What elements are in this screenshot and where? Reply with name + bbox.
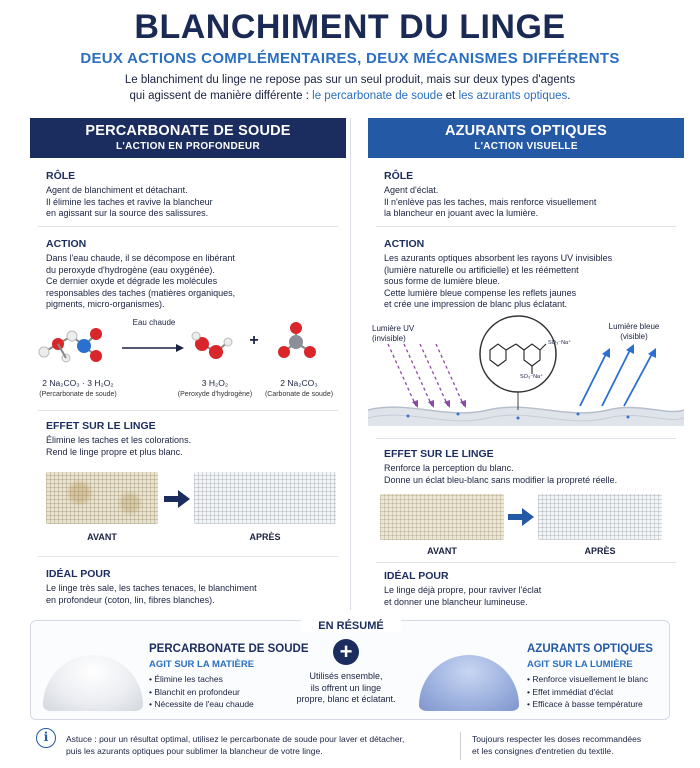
molecule-group-label-2: SO₃⁻Na⁺ [520, 374, 544, 380]
right-action-text: Les azurants optiques absorbent les rayons UV invisibles (lumière naturelle ou artificielle) et les réémettent sous forme de lumière bleue. Cette lumière bleue compense les reflets jaunes et crée une impression de blanc plus éclatant. [384, 253, 613, 309]
right-ideal-section [384, 570, 674, 608]
left-separator-3 [38, 556, 338, 557]
fabric-after-image [538, 494, 662, 540]
right-separator-1 [376, 226, 676, 227]
right-after-label: APRÈS [584, 546, 616, 556]
blue-powder-pile-image [419, 655, 519, 711]
reaction-plus: + [249, 332, 259, 349]
left-action-section [46, 238, 336, 311]
summary-box [30, 620, 670, 720]
left-after-label: APRÈS [249, 532, 281, 542]
fabric-before-image [46, 472, 158, 524]
left-ideal-title: IDÉAL POUR [46, 568, 111, 580]
right-action-section [384, 238, 674, 311]
carbonate-caption: (Carbonate de soude) [264, 391, 334, 398]
summary-right-list [527, 673, 648, 711]
percarbonate-header [30, 118, 346, 158]
summary-right-subtitle: AGIT SUR LA LUMIÈRE [527, 659, 633, 670]
left-action-text: Dans l'eau chaude, il se décompose en libérant du peroxyde d'hydrogène (eau oxygénée). Ce dernier oxyde et dégrade les molécules responsables des taches (matières organiques, pigments, micro-organismes). [46, 253, 236, 309]
percarbonate-molecule-icon [39, 328, 102, 362]
right-effect-text: Renforce la perception du blanc. Donne un éclat bleu-blanc sans modifier la propreté réelle. [384, 463, 618, 485]
left-ideal-section [46, 568, 336, 606]
left-action-title: ACTION [46, 238, 87, 250]
summary-right-title: AZURANTS OPTIQUES [527, 643, 653, 655]
peroxide-caption: (Peroxyde d'hydrogène) [177, 391, 253, 398]
left-effect-title: EFFET SUR LE LINGE [46, 420, 156, 432]
list-item: • Blanchit en profondeur [149, 686, 254, 699]
summary-left-list [149, 673, 254, 711]
azurants-subtitle: L'ACTION VISUELLE [474, 141, 578, 152]
plus-icon: + [333, 639, 359, 665]
percarbonate-caption: (Percarbonate de soude) [39, 391, 117, 398]
percarbonate-column [30, 118, 346, 610]
right-ideal-text: Le linge déjà propre, pour raviver l'éclat et donner une blancheur lumineuse. [384, 585, 542, 607]
blue-light-rays [580, 350, 652, 406]
list-item: • Nécessite de l'eau chaude [149, 698, 254, 711]
footer-separator [460, 732, 461, 760]
intro-and: et [442, 90, 459, 102]
left-ideal-text: Le linge très sale, les taches tenaces, le blanchiment en profondeur (coton, lin, fibres blanches). [46, 583, 257, 605]
reaction-diagram [30, 314, 346, 376]
page-title: BLANCHIMENT DU LINGE [134, 8, 566, 46]
intro-highlight-percarbonate: le percarbonate de soude [312, 90, 443, 102]
uv-light-label: Lumière UV (invisible) [372, 324, 415, 343]
right-action-title: ACTION [384, 238, 425, 250]
carbonate-formula: 2 Na₂CO₃ [280, 378, 318, 388]
left-role-text: Agent de blanchiment et détachant. Il élimine les taches et ravive la blancheur en agissant sur la source des salissures. [46, 185, 213, 218]
azurants-header [368, 118, 684, 158]
right-effect-section [384, 448, 674, 486]
intro-text [60, 72, 640, 104]
blue-light-label: Lumière bleue (visible) [608, 322, 660, 341]
list-item: • Élimine les taches [149, 673, 254, 686]
summary-left-subtitle: AGIT SUR LA MATIÈRE [149, 659, 255, 670]
left-before-label: AVANT [87, 532, 117, 542]
left-role-section [46, 170, 336, 220]
list-item: • Effet immédiat d'éclat [527, 686, 648, 699]
percarbonate-subtitle: L'ACTION EN PROFONDEUR [116, 141, 260, 152]
reaction-arrow-label: Eau chaude [132, 318, 176, 327]
azurants-column [368, 118, 684, 610]
right-arrow-icon [164, 490, 190, 508]
intro-end: . [567, 90, 571, 102]
left-separator-2 [38, 410, 338, 411]
care-note-text: Toujours respecter les doses recommandées et les consignes d'entretien du textile. [472, 734, 642, 756]
right-arrow-icon [508, 508, 534, 526]
intro-line-1: Le blanchiment du linge ne repose pas sur un seul produit, mais sur deux types d'agents [124, 74, 576, 86]
magnifier-circle [480, 316, 556, 392]
right-ideal-title: IDÉAL POUR [384, 570, 449, 582]
intro-highlight-azurants: les azurants optiques [458, 90, 568, 102]
left-effect-section [46, 420, 336, 458]
list-item: • Efficace à basse température [527, 698, 648, 711]
tip-text: Astuce : pour un résultat optimal, utilisez le percarbonate de soude pour laver et détacher, puis les azurants optiques pour sublimer la blancheur de votre linge. [66, 734, 405, 756]
carbonate-molecule-icon [278, 322, 316, 358]
peroxide-molecule-icon [192, 332, 232, 359]
summary-left-title: PERCARBONATE DE SOUDE [149, 643, 309, 655]
peroxide-formula: 3 H₂O₂ [201, 378, 229, 388]
page-subtitle: DEUX ACTIONS COMPLÉMENTAIRES, DEUX MÉCANISMES DIFFÉRENTS [80, 50, 620, 67]
reaction-arrow-head [176, 344, 184, 352]
left-separator-1 [38, 226, 338, 227]
fabric-before-image [380, 494, 504, 540]
right-role-text: Agent d'éclat. Il n'enlève pas les taches, mais renforce visuellement la blancheur en jouant avec la lumière. [384, 185, 597, 218]
percarbonate-title: PERCARBONATE DE SOUDE [85, 123, 291, 139]
right-separator-3 [376, 562, 676, 563]
left-effect-text: Élimine les taches et les colorations. Rend le linge propre et plus blanc. [46, 435, 192, 457]
right-separator-2 [376, 438, 676, 439]
right-role-section [384, 170, 674, 220]
summary-together-text: Utilisés ensemble, ils offrent un linge propre, blanc et éclatant. [296, 671, 396, 704]
info-icon: i [36, 728, 56, 748]
azurants-title: AZURANTS OPTIQUES [444, 123, 608, 139]
column-divider [350, 118, 351, 610]
intro-line-2: qui agissent de manière différente : [129, 90, 313, 102]
molecule-group-label-1: SO₃⁻Na⁺ [548, 340, 572, 346]
left-role-title: RÔLE [46, 170, 76, 182]
uv-rays [388, 344, 464, 406]
percarbonate-formula: 2 Na₂CO₃ · 3 H₂O₂ [42, 378, 114, 388]
right-effect-title: EFFET SUR LE LINGE [384, 448, 494, 460]
list-item: • Renforce visuellement le blanc [527, 673, 648, 686]
right-role-title: RÔLE [384, 170, 414, 182]
fabric-after-image [194, 472, 336, 524]
white-powder-pile-image [43, 655, 143, 711]
right-before-label: AVANT [427, 546, 457, 556]
summary-title: EN RÉSUMÉ [301, 620, 401, 632]
